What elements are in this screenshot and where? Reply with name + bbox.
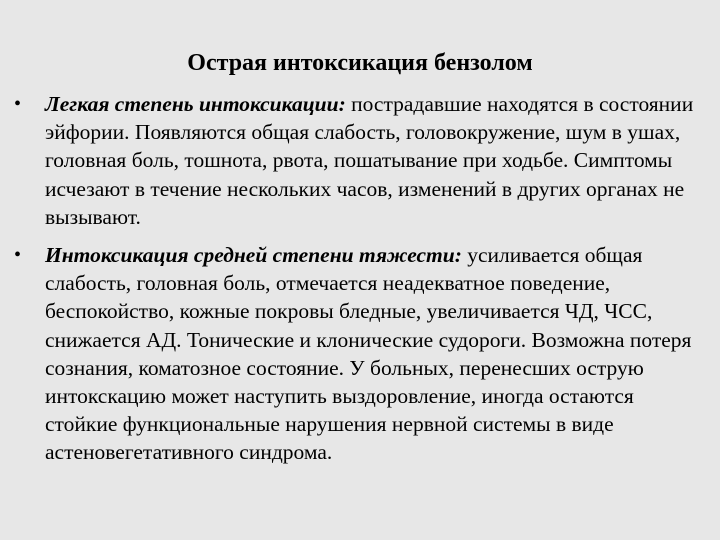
bullet-text: усиливается общая слабость, головная боль, отмечается неадекватное поведение, беспокойство, кожные покровы бледные, увеличивается ЧД, ЧСС, снижается АД. Тонические и клонические судороги. Возможна потеря сознания, коматозное состояние. У больных, перенесших острую интокскацию может наступить выздоровление, иногда остаются стойкие функциональные нарушения нервной системы в виде астеновегетативного синдрома. <box>45 243 692 465</box>
bullet-item-moderate <box>14 241 694 467</box>
bullet-list <box>14 90 694 477</box>
bullet-icon: • <box>14 93 22 115</box>
slide-title: Острая интоксикация бензолом <box>187 50 533 76</box>
bullet-item-mild <box>14 90 694 231</box>
bullet-lead: Легкая степень интоксикации: <box>45 92 346 116</box>
bullet-icon: • <box>14 244 22 267</box>
bullet-lead: Интоксикация средней степени тяжести: <box>45 243 462 268</box>
bullet-text: пострадавшие находятся в состоянии эйфории. Появляются общая слабость, головокружение, шум в ушах, головная боль, тошнота, рвота, пошатывание при ходьбе. Симптомы исчезают в течение нескольких часов, изменений в других органах не вызывают. <box>45 92 694 229</box>
